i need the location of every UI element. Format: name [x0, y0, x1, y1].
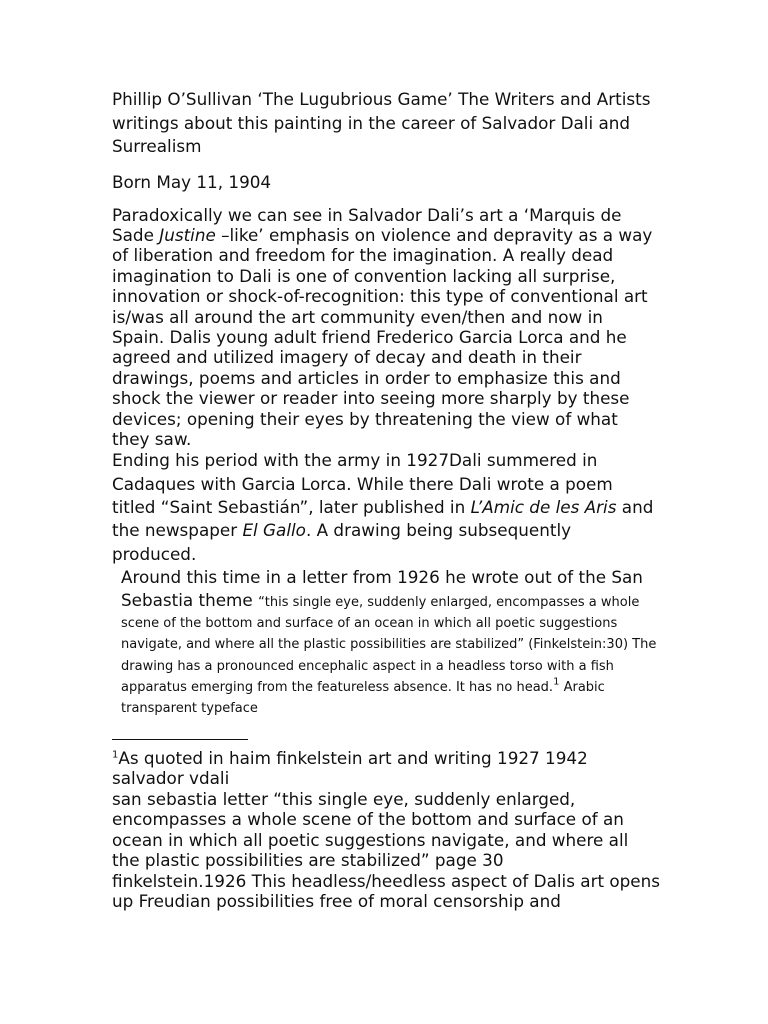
footnote-line: san sebastia letter “this single eye, suddenly enlarged, encompasses a whole scene of the bottom and surface of an ocean in which all poetic suggestions navigate, and where all the plastic possibilities are stabilized” page 30 — [112, 788, 629, 871]
italic-title-el-gallo: El Gallo — [242, 520, 306, 541]
paragraph-text: It has no head. — [451, 680, 554, 696]
paragraph-text: –like’ emphasis on violence and depravity as a way of liberation and freedom for the imagination. A really dead imagination to Dali is one of convention lacking all surprise, innovation or shock-of-recognition: this type of conventional art is/was all around the art community even/then and now in Spain. Dalis young adult friend Frederico Garcia Lorca and he agreed and utilized imagery of decay and death in their drawings, poems and articles in order to emphasize this and shock the viewer or reader into seeing more sharply by these devices; opening their eyes by threatening the view of what they saw. — [112, 224, 653, 449]
paragraph-text: and the newspaper — [112, 496, 654, 541]
footnote-text: As quoted in haim finkelstein art and writing 1927 1942 salvador vdali — [112, 747, 588, 789]
paragraph-san-sebastia-letter — [112, 566, 660, 719]
footnote-reference[interactable]: 1 — [553, 676, 560, 688]
footnote-line: finkelstein.1926 This headless/heedless aspect of Dalis art opens up Freudian possibilities free of moral censorship and — [112, 870, 661, 912]
paragraph-dali-imagination — [112, 205, 660, 450]
footnote-line — [112, 748, 660, 789]
document-page — [112, 88, 660, 912]
paragraph-text: Paradoxically we can see in Salvador Dali’s art a ‘Marquis de Sade — [112, 204, 622, 245]
letter-quote: “this single eye, suddenly enlarged, encompasses a whole scene of the bottom and surface of an ocean in which all poetic suggestions navigate, and where all the plastic possibilities are stabilized” (Finkelstein:30) The drawing has a pronounced encephalic aspect in a headless torso with a fish apparatus emerging from the featureless absence. — [121, 594, 657, 696]
birth-date-line: Born May 11, 1904 — [112, 171, 272, 192]
paragraph-text: Around this time in a letter from 1926 he wrote out of the San Sebastia theme — [121, 566, 643, 610]
footnote-number: 1 — [112, 749, 119, 761]
footnote — [112, 748, 660, 912]
italic-title-lamic: L’Amic de les Aris — [470, 496, 617, 517]
document-title: Phillip O’Sullivan ‘The Lugubrious Game’ The Writers and Artists writings about this painting in the career of Salvador Dali and Surrealism — [112, 89, 651, 156]
paragraph-cadaques-summer — [112, 449, 660, 565]
italic-title-justine: Justine — [159, 224, 216, 245]
paragraph-text: Ending his period with the army in 1927Dali summered in Cadaques with Garcia Lorca. While there Dali wrote a poem titled “Saint Sebastián”, later published in — [112, 450, 613, 517]
paragraph-text: . A drawing being subsequently produced. — [112, 520, 572, 564]
paragraph-text: Arabic transparent typeface — [121, 680, 605, 717]
footnote-separator — [112, 739, 248, 740]
